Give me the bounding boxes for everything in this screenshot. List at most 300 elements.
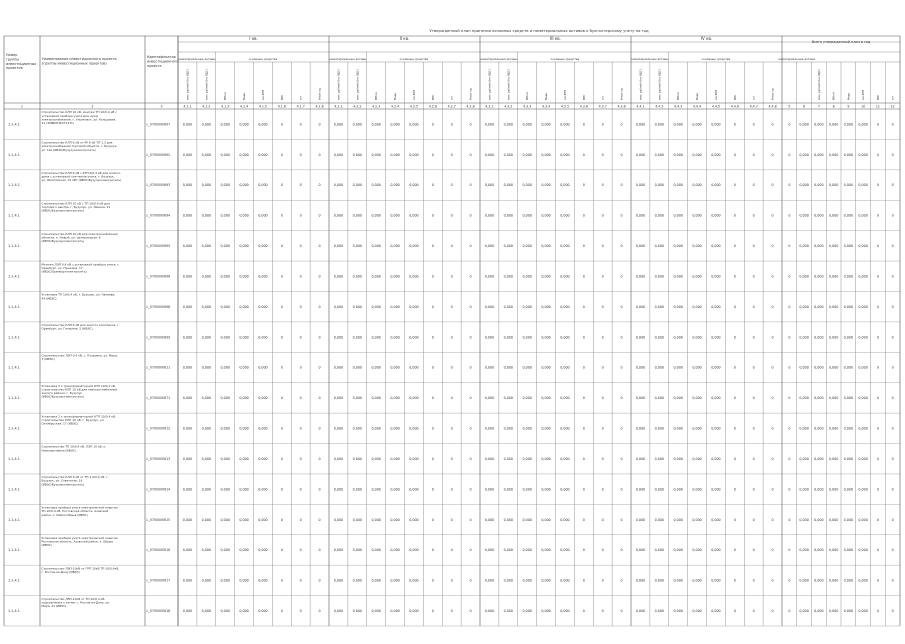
- column-number: 4.3.2: [504, 104, 513, 109]
- row-value: 0,000: [711, 396, 721, 401]
- row-value: 0,000: [352, 396, 363, 401]
- row-value: 0,000: [220, 578, 230, 583]
- row-value: 0: [771, 456, 774, 461]
- row-total-value: 0: [876, 396, 879, 401]
- row-value: 0,000: [333, 122, 344, 127]
- row-value: 0,000: [635, 122, 646, 127]
- row-value: 0,000: [541, 335, 551, 340]
- row-value: 0,000: [409, 244, 419, 249]
- row-total-value: 0,000: [858, 365, 868, 370]
- row-total-value: 0,000: [843, 517, 854, 522]
- row-value: 0,000: [258, 608, 268, 613]
- row-value: 0,000: [182, 517, 193, 522]
- row-value: 0,000: [692, 426, 702, 431]
- row-total-value: 0,000: [799, 244, 809, 249]
- row-total-value: 0: [788, 213, 791, 218]
- row-value: 0,000: [239, 487, 249, 492]
- row-total-value: 0: [876, 578, 879, 583]
- row-value: 0,000: [390, 396, 400, 401]
- row-value: 0: [601, 122, 604, 127]
- row-value: 0,000: [484, 608, 495, 613]
- row-value: 0,000: [258, 244, 268, 249]
- row-value: 0,000: [522, 365, 532, 370]
- column-number: 4.2.3: [372, 104, 381, 109]
- row-value: 0,000: [522, 396, 532, 401]
- row-value: 0,000: [560, 274, 570, 279]
- row-group-number: 1.1.4.1: [8, 183, 20, 188]
- row-value: 0,000: [409, 183, 419, 188]
- row-value: 0: [318, 487, 321, 492]
- row-value: 0,000: [220, 548, 230, 553]
- column-header-id: Идентификатор инвестиционного проекта: [147, 55, 179, 68]
- table-main-header: Утвержденный план принятия основных средств и нематериальных активов к бухгалтерскому учету на год: [429, 28, 649, 33]
- totals-unit-label: км ЛЭП: [862, 89, 866, 100]
- row-value: 0: [733, 456, 736, 461]
- column-header-name: Наименование инвестиционного проекта (группы инвестиционных проектов): [42, 57, 117, 66]
- column-number: 8: [832, 104, 835, 109]
- column-number: 4.1.2: [202, 104, 211, 109]
- subheader-os: основные средства: [248, 57, 278, 61]
- row-value: 0,000: [390, 335, 400, 340]
- row-value: 0,000: [711, 274, 721, 279]
- row-project-id: L_0700000671: [146, 396, 171, 401]
- column-number: 4.4.6: [730, 104, 739, 109]
- row-value: 0,000: [333, 578, 344, 583]
- row-value: 0: [469, 426, 472, 431]
- row-value: 0,000: [654, 456, 665, 461]
- row-value: 0: [318, 152, 321, 157]
- row-total-value: 0,000: [814, 608, 824, 613]
- row-value: 0,000: [692, 183, 702, 188]
- row-value: 0: [450, 244, 453, 249]
- row-total-value: 0,000: [799, 517, 809, 522]
- row-total-value: 0,000: [858, 548, 868, 553]
- row-value: 0,000: [711, 213, 721, 218]
- column-number: 4.1.5: [258, 104, 267, 109]
- row-value: 0: [733, 396, 736, 401]
- row-value: 0: [299, 183, 302, 188]
- row-value: 0,000: [560, 456, 570, 461]
- row-value: 0: [299, 274, 302, 279]
- row-total-value: 0,000: [814, 396, 824, 401]
- row-project-id: L_0700000693: [146, 183, 171, 188]
- row-value: 0,000: [239, 365, 249, 370]
- column-number: 4.4.4: [693, 104, 702, 109]
- column-number: 4.2.8: [466, 104, 475, 109]
- row-value: 0,000: [333, 213, 344, 218]
- row-total-value: 0,000: [828, 152, 839, 157]
- column-header-group: Номер группы инвестиционных проектов: [6, 53, 37, 71]
- row-value: 0: [299, 365, 302, 370]
- row-total-value: 0: [891, 122, 894, 127]
- row-value: 0: [431, 152, 434, 157]
- row-total-value: 0,000: [828, 183, 839, 188]
- row-value: 0: [469, 548, 472, 553]
- row-value: 0,000: [541, 396, 551, 401]
- row-total-value: 0,000: [828, 578, 839, 583]
- row-value: 0,000: [692, 213, 702, 218]
- row-total-value: 0: [788, 304, 791, 309]
- row-total-value: 0: [788, 517, 791, 522]
- row-value: 0: [469, 578, 472, 583]
- row-value: 0: [601, 304, 604, 309]
- row-value: 0: [431, 426, 434, 431]
- row-total-value: 0: [891, 183, 894, 188]
- row-value: 0,000: [352, 608, 363, 613]
- row-value: 0,000: [503, 365, 514, 370]
- row-value: 0,000: [182, 548, 193, 553]
- row-total-value: 0: [891, 487, 894, 492]
- row-value: 0: [733, 213, 736, 218]
- row-total-value: 0,000: [814, 152, 824, 157]
- row-total-value: 0,000: [814, 456, 824, 461]
- row-value: 0,000: [541, 517, 551, 522]
- row-value: 0: [582, 426, 585, 431]
- row-value: 0: [601, 274, 604, 279]
- row-value: 0,000: [371, 548, 381, 553]
- row-value: 0,000: [560, 578, 570, 583]
- row-value: 0,000: [560, 487, 570, 492]
- row-project-name: Строительство ЛЭП-10кВ от ГРП 10кВ ТП-10/0,4кВ, г. Ростов-на-Дону (ИВЭС): [41, 566, 120, 574]
- row-value: 0: [280, 578, 283, 583]
- row-total-value: 0,000: [799, 152, 809, 157]
- row-value: 0,000: [201, 456, 212, 461]
- row-value: 0: [280, 244, 283, 249]
- row-value: 0: [771, 365, 774, 370]
- row-total-value: 0: [788, 365, 791, 370]
- row-value: 0: [299, 578, 302, 583]
- row-value: 0,000: [635, 335, 646, 340]
- column-number: 4.3.6: [579, 104, 588, 109]
- row-value: 0: [318, 122, 321, 127]
- row-value: 0,000: [692, 122, 702, 127]
- unit-label: км ЛЭП: [412, 89, 416, 100]
- column-number: 4.4.5: [711, 104, 720, 109]
- row-value: 0: [771, 213, 774, 218]
- row-value: 0: [582, 608, 585, 613]
- row-value: 0,000: [484, 365, 495, 370]
- row-project-name: Установка 2 х трансформаторной КТП 10/0,4 кВ, строительство КЛП 10 кВ, г. Бузулук, ул. Октябрьская, 17 (ИВЭС): [41, 414, 116, 426]
- row-value: 0,000: [371, 578, 381, 583]
- row-value: 0,000: [560, 304, 570, 309]
- row-value: 0: [280, 608, 283, 613]
- row-value: 0,000: [541, 365, 551, 370]
- row-value: 0,000: [541, 122, 551, 127]
- row-value: 0: [469, 456, 472, 461]
- row-total-value: 0,000: [828, 335, 839, 340]
- column-number: 12: [890, 104, 895, 109]
- row-value: 0: [582, 244, 585, 249]
- row-total-value: 0: [891, 517, 894, 522]
- row-value: 0,000: [673, 152, 683, 157]
- row-value: 0: [752, 396, 755, 401]
- row-value: 0: [582, 365, 585, 370]
- row-total-value: 0: [788, 122, 791, 127]
- row-value: 0,000: [560, 213, 570, 218]
- row-value: 0,000: [333, 548, 344, 553]
- row-value: 0,000: [673, 426, 683, 431]
- row-value: 0,000: [541, 608, 551, 613]
- row-project-id: L_0700000695: [146, 244, 171, 249]
- row-value: 0: [733, 304, 736, 309]
- row-value: 0,000: [352, 578, 363, 583]
- row-value: 0: [318, 578, 321, 583]
- column-number: 5: [788, 104, 791, 109]
- row-total-value: 0,000: [843, 274, 854, 279]
- row-total-value: 0: [891, 335, 894, 340]
- row-value: 0: [318, 183, 321, 188]
- column-number: 10: [861, 104, 866, 109]
- row-value: 0,000: [333, 335, 344, 340]
- row-group-number: 1.1.4.1: [8, 122, 20, 127]
- row-value: 0,000: [201, 578, 212, 583]
- row-total-value: 0,000: [799, 304, 809, 309]
- row-value: 0,000: [390, 304, 400, 309]
- row-value: 0,000: [503, 183, 514, 188]
- row-total-value: 0: [788, 578, 791, 583]
- row-value: 0,000: [673, 274, 683, 279]
- row-project-id: L_0700000615: [146, 517, 171, 522]
- row-total-value: 0: [891, 608, 894, 613]
- row-group-number: 1.1.4.1: [8, 426, 20, 431]
- row-value: 0,000: [503, 426, 514, 431]
- row-value: 0,000: [258, 365, 268, 370]
- row-value: 0,000: [239, 152, 249, 157]
- row-value: 0,000: [484, 578, 495, 583]
- row-value: 0,000: [654, 335, 665, 340]
- row-value: 0: [582, 122, 585, 127]
- row-group-number: 1.1.4.1: [8, 152, 20, 157]
- row-total-value: 0,000: [858, 244, 868, 249]
- row-value: 0,000: [522, 548, 532, 553]
- row-value: 0: [620, 456, 623, 461]
- row-total-value: 0,000: [858, 183, 868, 188]
- row-group-number: 1.1.4.1: [8, 244, 20, 249]
- row-value: 0,000: [654, 365, 665, 370]
- row-value: 0,000: [673, 335, 683, 340]
- row-value: 0: [299, 213, 302, 218]
- row-value: 0,000: [371, 487, 381, 492]
- row-value: 0: [469, 487, 472, 492]
- row-value: 0,000: [239, 274, 249, 279]
- row-value: 0,000: [409, 396, 419, 401]
- column-number: 9: [847, 104, 850, 109]
- row-value: 0,000: [692, 365, 702, 370]
- row-total-value: 0: [876, 244, 879, 249]
- row-value: 0,000: [371, 244, 381, 249]
- row-project-id: L_0700000614: [146, 487, 171, 492]
- row-value: 0: [469, 608, 472, 613]
- row-value: 0,000: [711, 244, 721, 249]
- row-value: 0,000: [201, 244, 212, 249]
- row-value: 0: [299, 396, 302, 401]
- unit-label: Иные ед.: [620, 87, 624, 100]
- row-total-value: 0,000: [858, 426, 868, 431]
- column-number: 4.1.4: [240, 104, 249, 109]
- row-value: 0,000: [258, 426, 268, 431]
- row-value: 0,000: [541, 548, 551, 553]
- row-value: 0: [280, 152, 283, 157]
- row-value: 0,000: [352, 335, 363, 340]
- row-value: 0,000: [541, 456, 551, 461]
- row-project-name: Установка ТП 10/0,4 кВ, г. Бузулук, ул. Чапаева, 44 (ИВЭС): [41, 292, 116, 301]
- row-value: 0,000: [635, 456, 646, 461]
- row-value: 0: [752, 426, 755, 431]
- row-value: 0,000: [352, 548, 363, 553]
- row-value: 0,000: [239, 578, 249, 583]
- row-total-value: 0,000: [828, 274, 839, 279]
- row-value: 0: [771, 548, 774, 553]
- row-total-value: 0,000: [828, 213, 839, 218]
- row-value: 0,000: [371, 335, 381, 340]
- unit-label: шт: [450, 96, 454, 100]
- row-value: 0,000: [182, 152, 193, 157]
- row-value: 0,000: [522, 152, 532, 157]
- unit-label: млн. рублей (без НДС): [337, 69, 341, 100]
- row-value: 0: [582, 548, 585, 553]
- row-value: 0,000: [635, 213, 646, 218]
- column-number: 4.4.2: [655, 104, 664, 109]
- row-project-id: L_0700000617: [146, 578, 171, 583]
- row-value: 0: [280, 396, 283, 401]
- row-value: 0: [582, 335, 585, 340]
- row-value: 0,000: [371, 396, 381, 401]
- row-value: 0,000: [258, 517, 268, 522]
- row-value: 0,000: [220, 304, 230, 309]
- row-value: 0: [450, 487, 453, 492]
- row-total-value: 0,000: [858, 578, 868, 583]
- row-total-value: 0,000: [843, 578, 854, 583]
- row-value: 0,000: [484, 426, 495, 431]
- unit-label: млн. рублей (без НДС): [205, 69, 209, 100]
- row-value: 0,000: [390, 152, 400, 157]
- row-total-value: 0: [891, 578, 894, 583]
- row-total-value: 0,000: [814, 274, 824, 279]
- row-value: 0,000: [239, 122, 249, 127]
- row-value: 0: [620, 244, 623, 249]
- row-total-value: 0,000: [828, 548, 839, 553]
- row-value: 0: [450, 517, 453, 522]
- row-value: 0,000: [692, 274, 702, 279]
- row-total-value: 0: [891, 244, 894, 249]
- unit-label: Иные ед.: [469, 87, 473, 100]
- row-value: 0: [620, 578, 623, 583]
- row-value: 0: [299, 304, 302, 309]
- row-total-value: 0,000: [858, 608, 868, 613]
- row-value: 0,000: [352, 365, 363, 370]
- row-project-id: L_0700000698: [146, 304, 171, 309]
- row-value: 0,000: [484, 396, 495, 401]
- row-value: 0,000: [560, 122, 570, 127]
- row-value: 0: [450, 122, 453, 127]
- row-value: 0,000: [239, 213, 249, 218]
- row-value: 0: [620, 426, 623, 431]
- row-value: 0: [318, 456, 321, 461]
- row-value: 0,000: [390, 456, 400, 461]
- row-value: 0,000: [220, 122, 230, 127]
- row-total-value: 0,000: [828, 304, 839, 309]
- row-total-value: 0,000: [828, 396, 839, 401]
- row-value: 0,000: [654, 183, 665, 188]
- row-value: 0: [431, 304, 434, 309]
- row-value: 0,000: [635, 152, 646, 157]
- row-value: 0,000: [352, 304, 363, 309]
- row-value: 0,000: [371, 213, 381, 218]
- row-total-value: 0,000: [814, 244, 824, 249]
- row-value: 0,000: [390, 183, 400, 188]
- unit-label: млн. рублей (без НДС): [639, 69, 643, 100]
- row-value: 0: [620, 548, 623, 553]
- row-value: 0,000: [333, 183, 344, 188]
- row-value: 0,000: [258, 122, 268, 127]
- unit-label: млн. рублей (без НДС): [186, 69, 190, 100]
- row-total-value: 0: [876, 122, 879, 127]
- row-value: 0,000: [484, 548, 495, 553]
- row-value: 0,000: [409, 487, 419, 492]
- row-value: 0,000: [390, 608, 400, 613]
- row-value: 0: [733, 122, 736, 127]
- row-group-number: 1.1.4.1: [8, 274, 20, 279]
- row-value: 0: [469, 335, 472, 340]
- row-value: 0: [431, 578, 434, 583]
- row-value: 0,000: [201, 304, 212, 309]
- row-value: 0: [582, 517, 585, 522]
- row-value: 0: [450, 548, 453, 553]
- column-number: 4.1.1: [183, 104, 192, 109]
- row-value: 0: [450, 608, 453, 613]
- row-value: 0,000: [541, 274, 551, 279]
- row-value: 0: [771, 122, 774, 127]
- row-total-value: 0,000: [799, 608, 809, 613]
- row-total-value: 0,000: [843, 365, 854, 370]
- row-value: 0,000: [409, 213, 419, 218]
- row-value: 0: [620, 122, 623, 127]
- row-value: 0,000: [390, 122, 400, 127]
- column-number: 4.3.7: [598, 104, 607, 109]
- row-value: 0: [318, 365, 321, 370]
- row-value: 0: [752, 578, 755, 583]
- row-value: 0: [280, 335, 283, 340]
- row-value: 0,000: [541, 578, 551, 583]
- row-value: 0,000: [182, 487, 193, 492]
- column-number: 4.1.3: [221, 104, 230, 109]
- row-value: 0: [733, 365, 736, 370]
- row-value: 0,000: [333, 244, 344, 249]
- row-total-value: 0: [891, 426, 894, 431]
- row-total-value: 0: [876, 152, 879, 157]
- row-value: 0,000: [635, 304, 646, 309]
- row-value: 0,000: [333, 365, 344, 370]
- row-value: 0: [752, 183, 755, 188]
- row-value: 0,000: [711, 578, 721, 583]
- row-value: 0,000: [333, 396, 344, 401]
- row-total-value: 0,000: [843, 608, 854, 613]
- totals-unit-label: шт: [891, 96, 895, 100]
- quarter-header: IV кв.: [700, 36, 713, 41]
- row-value: 0: [469, 244, 472, 249]
- row-value: 0: [431, 335, 434, 340]
- row-value: 0: [450, 304, 453, 309]
- row-value: 0,000: [522, 487, 532, 492]
- totals-subheader-nma: нематериальные активы: [778, 57, 816, 61]
- row-value: 0,000: [258, 304, 268, 309]
- column-number: 4.3.3: [523, 104, 532, 109]
- row-value: 0,000: [673, 365, 683, 370]
- row-group-number: 1.1.4.1: [8, 487, 20, 492]
- unit-label: шт: [299, 96, 303, 100]
- row-value: 0: [469, 152, 472, 157]
- row-total-value: 0,000: [799, 274, 809, 279]
